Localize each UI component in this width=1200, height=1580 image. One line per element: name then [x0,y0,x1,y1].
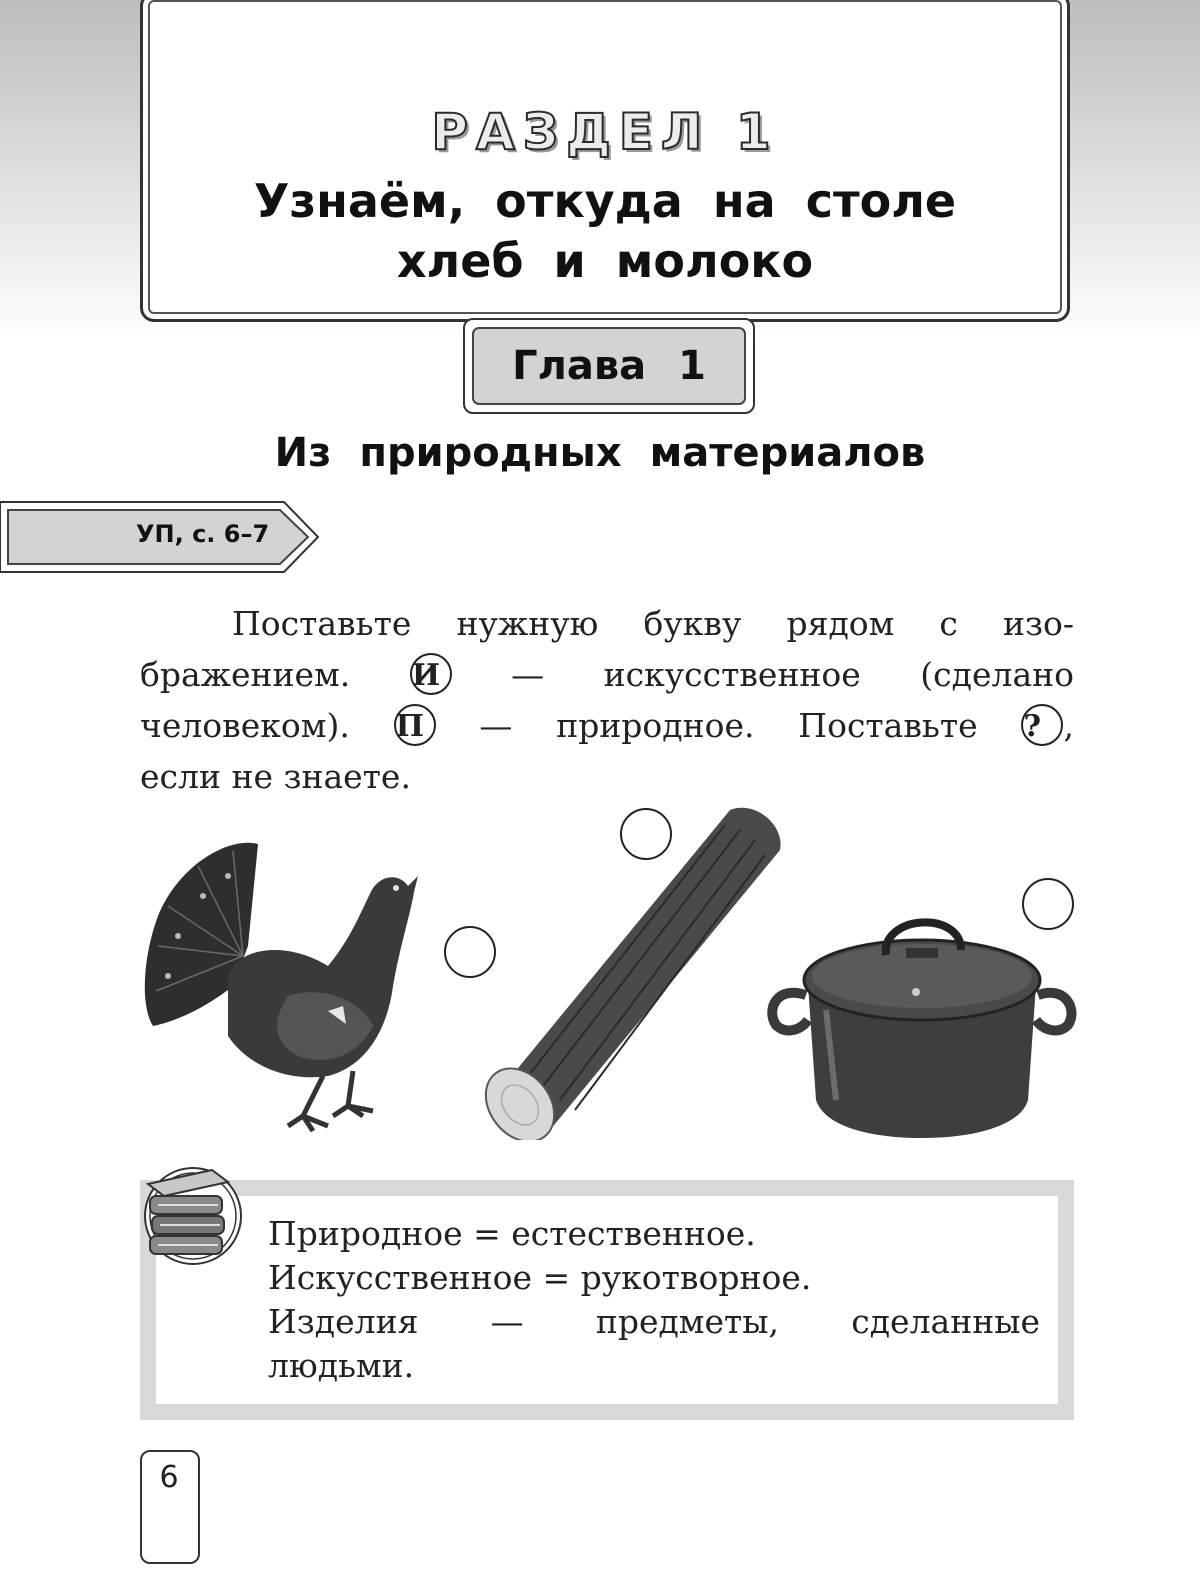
chapter-tab [463,318,755,414]
task-line-4: если не знаете. [140,757,411,796]
marker-unknown: ? [1021,704,1063,746]
section-title-line-1: Узнаём, откуда на столе [253,174,957,228]
task-text: — искусственное (сделано [511,655,1074,694]
chapter-label: Глава 1 [472,327,746,405]
bird-capercaillie-icon [138,826,428,1142]
task-line-3 [140,700,1074,751]
section-header-box [140,0,1070,322]
marker-artificial: И [410,653,452,695]
task-instruction [140,598,1074,802]
marker-unknown-group [1021,706,1074,745]
note-text [268,1212,1040,1388]
note-line-1: Природное = естественное. [268,1214,756,1253]
cooking-pot-icon [766,900,1078,1140]
task-text: бражением. [140,655,351,694]
marker-natural: П [394,704,436,746]
answer-circle-log[interactable] [620,808,672,860]
topic-title: Из природных материалов [274,430,926,476]
task-text: — природное. Поставьте [479,706,978,745]
task-text: человеком). [140,706,350,745]
task-line-2 [140,649,1074,700]
note-line-2: Искусственное = рукотворное. [268,1258,812,1297]
section-label: РАЗДЕЛ 1 [431,103,779,161]
page-number: 6 [159,1460,179,1495]
reference-label: УП, с. 6–7 [136,520,270,548]
section-title [143,171,1067,291]
task-text: , [1063,706,1074,745]
answer-circle-pot[interactable] [1022,878,1074,930]
task-line-1: Поставьте нужную букву рядом с изо- [232,604,1074,643]
note-line-4: людьми. [268,1346,415,1385]
section-title-line-2: хлеб и молоко [396,234,814,288]
books-stack-icon [138,1160,244,1272]
note-line-3: Изделия — предметы, сделанные [268,1302,1040,1341]
